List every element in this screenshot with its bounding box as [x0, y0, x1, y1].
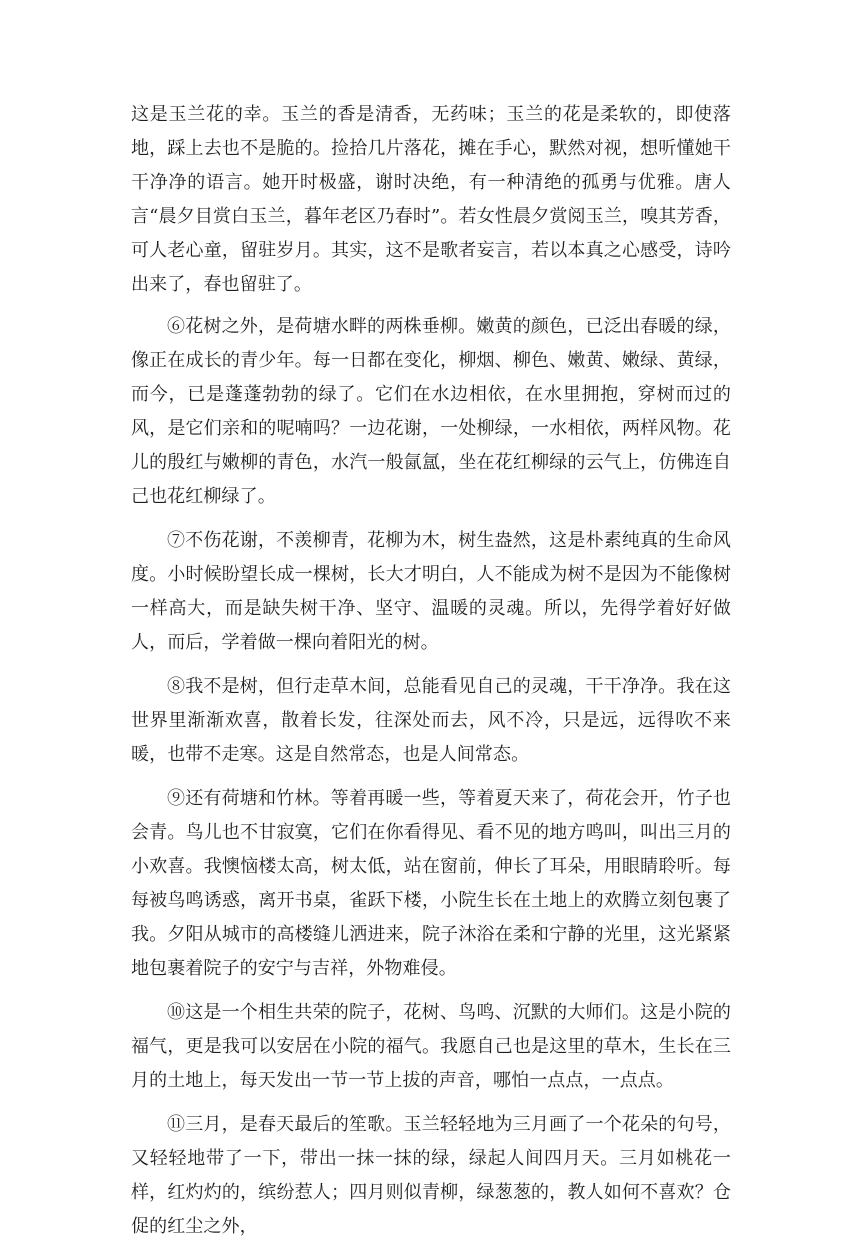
paragraph-11: ⑪三月，是春天最后的笙歌。玉兰轻轻地为三月画了一个花朵的句号，又轻轻地带了一下，带出一抹一抹的绿，绿起人间四月天。三月如桃花一样，红灼灼的，缤纷惹人；四月则似青柳，绿葱葱的，教人如何不喜欢？仓促的红尘之外，: [131, 1114, 731, 1237]
paragraph-7: ⑦不伤花谢，不羡柳青，花柳为木，树生盎然，这是朴素纯真的生命风度。小时候盼望长成一棵树，长大才明白，人不能成为树不是因为不能像树一样高大，而是缺失树干净、坚守、温暖的灵魂。所以，先得学着好好做人，而后，学着做一棵向着阳光的树。: [131, 530, 731, 653]
paragraph-8: ⑧我不是树，但行走草木间，总能看见自己的灵魂，干干净净。我在这世界里渐渐欢喜，散着长发，往深处而去，风不冷，只是远，远得吹不来暖，也带不走寒。这是自然常态，也是人间常态。: [131, 676, 731, 765]
paragraph-5-continued: 这是玉兰花的幸。玉兰的香是清香，无药味；玉兰的花是柔软的，即使落地，踩上去也不是脆的。捡拾几片落花，摊在手心，默然对视，想听懂她干干净净的语言。她开时极盛，谢时决绝，有一种清绝的孤勇与优雅。唐人言“晨夕目赏白玉兰，暮年老区乃春时”。若女性晨夕赏阅玉兰，嗅其芳香，可人老心童，留驻岁月。其实，这不是歌者妄言，若以本真之心感受，诗吟出来了，春也留驻了。: [131, 104, 731, 295]
document-page: [131, 98, 731, 1254]
paragraph-6: ⑥花树之外，是荷塘水畔的两株垂柳。嫩黄的颜色，已泛出春暖的绿，像正在成长的青少年。每一日都在变化，柳烟、柳色、嫩黄、嫩绿、黄绿，而今，已是蓬蓬勃勃的绿了。它们在水边相依，在水里拥抱，穿树而过的风，是它们亲和的呢喃吗？一边花谢，一处柳绿，一水相依，两样风物。花儿的殷红与嫩柳的青色，水汽一般氤氲，坐在花红柳绿的云气上，仿佛连自己也花红柳绿了。: [131, 316, 731, 507]
paragraph-9: ⑨还有荷塘和竹林。等着再暖一些，等着夏天来了，荷花会开，竹子也会青。鸟儿也不甘寂寞，它们在你看得见、看不见的地方鸣叫，叫出三月的小欢喜。我懊恼楼太高，树太低，站在窗前，伸长了耳朵，用眼睛聆听。每每被鸟鸣诱惑，离开书桌，雀跃下楼，小院生长在土地上的欢腾立刻包裹了我。夕阳从城市的高楼缝儿洒进来，院子沐浴在柔和宁静的光里，这光紧紧地包裹着院子的安宁与吉祥，外物难侵。: [131, 788, 731, 979]
paragraph-10: ⑩这是一个相生共荣的院子，花树、鸟鸣、沉默的大师们。这是小院的福气，更是我可以安居在小院的福气。我愿自己也是这里的草木，生长在三月的土地上，每天发出一节一节上拔的声音，哪怕一点点，一点点。: [131, 1002, 731, 1091]
